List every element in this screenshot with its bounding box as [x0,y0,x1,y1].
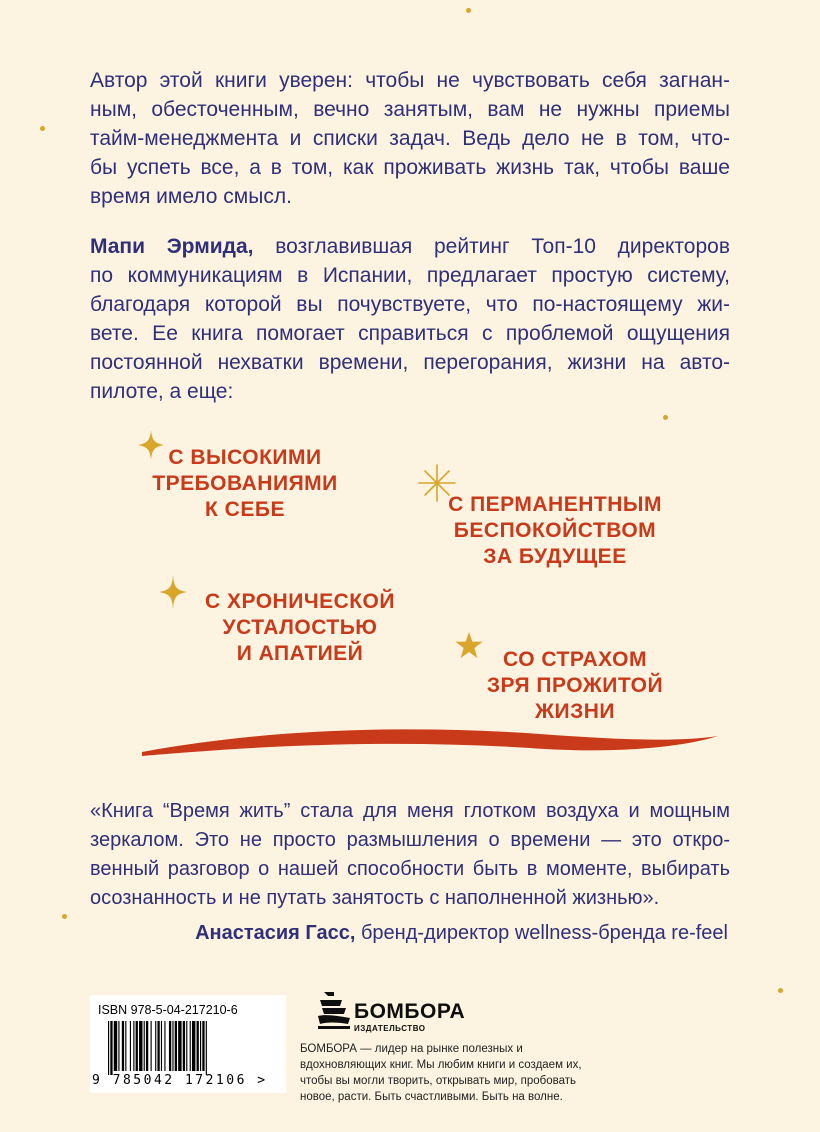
bullet-line: СО СТРАХОМ [503,648,647,671]
quote-line: «Книга “Время жить” стала для меня глотком воздуха и мощным [90,800,730,822]
attribution-role: бренд-директор wellness-бренда re-feel [355,922,728,944]
bullet-anxiety [445,492,665,570]
decorative-dot [778,988,783,993]
testimonial-quote [90,797,730,913]
bullet-line: К СЕБЕ [205,498,285,521]
bullet-line: ЗРЯ ПРОЖИТОЙ [486,674,664,697]
bullet-line: УСТАЛОСТЬЮ [222,616,378,639]
bullet-line: ЗА БУДУЩЕЕ [483,545,627,568]
intro-line: время имело смысл. [90,185,292,208]
sparkle-star-icon [159,575,187,609]
bullet-line: БЕСПОКОЙСТВОМ [453,519,657,542]
barcode-digits: 9 785042 172106 > [92,1073,268,1088]
intro-line: бы успеть все, а в том, как проживать жизнь так, чтобы ваше [90,156,730,179]
bio-line [90,232,730,261]
bullet-line: С ПЕРМАНЕНТНЫМ [448,493,662,516]
red-swoosh-divider [140,722,720,766]
bullet-line: И АПАТИЕЙ [236,642,364,665]
intro-line: Автор этой книги уверен: чтобы не чувствовать себя загнан- [90,69,730,92]
bullet-line: ЖИЗНИ [535,700,615,723]
bullet-line: ТРЕБОВАНИЯМИ [152,472,338,495]
decorative-dot [62,914,67,919]
bio-line: вете. Ее книга помогает справиться с проблемой ощущения [90,322,730,345]
quote-line: зеркалом. Это не просто размышления о времени — это откро- [90,829,730,851]
publisher-logo-name: БОМБОРА [354,1000,466,1023]
quote-attribution [195,922,728,945]
bullet-fatigue [200,589,400,667]
bombora-logo-icon [316,990,352,1030]
decorative-dot [663,415,668,420]
publisher-description: БОМБОРА — лидер на рынке полезных и вдохновляющих книг. Мы любим книги и создаем их, чтобы вы могли творить, открывать мир, пробовать новое, расти. Быть счастливыми. Быть на волне. [300,1043,582,1103]
bio-line-rest: возглавившая рейтинг Топ-10 директоров [253,235,731,258]
bullet-line: С ХРОНИЧЕСКОЙ [204,590,395,613]
author-bio-paragraph [90,232,730,406]
decorative-dot [466,8,471,13]
intro-line: ным, обесточенным, вечно занятым, вам не нужны приемы [90,98,730,121]
bio-line: благодаря которой вы почувствуете, что по-настоящему жи- [90,293,730,316]
bio-line: постоянной нехватки времени, перегорания, жизни на авто- [90,351,730,374]
quote-line: венный разговор о нашей способности быть в моменте, выбирать [90,858,730,880]
intro-paragraph [90,66,730,211]
bio-line: по коммуникациям в Испании, предлагает простую систему, [90,264,730,287]
isbn-number: ISBN 978-5-04-217210-6 [98,1003,238,1017]
decorative-dot [40,126,45,131]
isbn-barcode-box [90,995,286,1093]
quote-line: осознанность и не путать занятость с наполненной жизнью». [90,887,660,909]
bullet-high-demands [145,445,345,523]
barcode-icon [108,1021,278,1075]
bio-line: пилоте, а еще: [90,380,234,403]
bullet-line: С ВЫСОКИМИ [168,446,322,469]
intro-line: тайм-менеджмента и списки задач. Ведь дело не в том, что- [90,127,730,150]
publisher-logo-subtitle: ИЗДАТЕЛЬСТВО [354,1024,426,1033]
attribution-name: Анастасия Гасс, [195,922,356,944]
author-name: Мапи Эрмида, [90,235,254,258]
bullet-fear [475,647,675,725]
